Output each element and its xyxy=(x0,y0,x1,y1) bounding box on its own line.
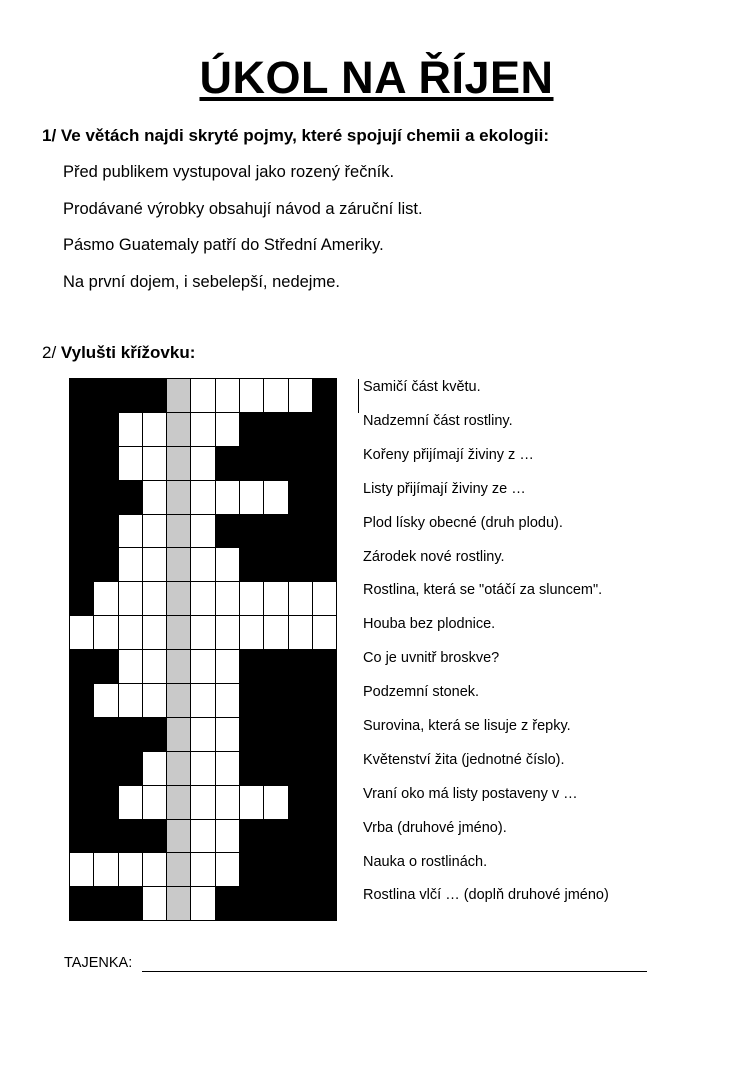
crossword-block xyxy=(240,548,264,582)
answer-label: TAJENKA: xyxy=(64,955,133,971)
crossword-block xyxy=(70,413,94,447)
crossword-block xyxy=(143,718,167,752)
crossword-cell[interactable] xyxy=(289,379,313,413)
crossword-block xyxy=(70,481,94,515)
crossword-block xyxy=(240,684,264,718)
crossword-cell[interactable] xyxy=(119,786,143,820)
crossword-cell[interactable] xyxy=(216,650,240,684)
crossword-cell[interactable] xyxy=(191,616,215,650)
crossword-solution-cell[interactable] xyxy=(167,684,191,718)
crossword-block xyxy=(264,853,288,887)
crossword-block xyxy=(289,447,313,481)
crossword-cell[interactable] xyxy=(264,582,288,616)
crossword-cell[interactable] xyxy=(216,786,240,820)
crossword-block xyxy=(313,548,337,582)
clue-7: Rostlina, která se "otáčí za sluncem". xyxy=(363,582,603,598)
crossword-cell[interactable] xyxy=(143,582,167,616)
crossword-cell[interactable] xyxy=(191,853,215,887)
crossword-cell[interactable] xyxy=(191,684,215,718)
crossword-cell[interactable] xyxy=(264,481,288,515)
crossword-cell[interactable] xyxy=(94,616,118,650)
crossword-block xyxy=(313,752,337,786)
crossword-block xyxy=(313,481,337,515)
crossword-block xyxy=(264,413,288,447)
crossword-block xyxy=(70,786,94,820)
crossword-cell[interactable] xyxy=(191,752,215,786)
crossword-cell[interactable] xyxy=(143,752,167,786)
crossword-block xyxy=(313,515,337,549)
crossword-block xyxy=(94,515,118,549)
crossword-block xyxy=(264,820,288,854)
clue-9: Co je uvnitř broskve? xyxy=(363,650,500,666)
crossword-cell[interactable] xyxy=(313,582,337,616)
crossword-cell[interactable] xyxy=(119,616,143,650)
answer-line[interactable] xyxy=(142,971,647,972)
clue-13: Vraní oko má listy postaveny v … xyxy=(363,786,578,802)
crossword-block xyxy=(240,887,264,921)
crossword-block xyxy=(264,718,288,752)
crossword-cell[interactable] xyxy=(143,684,167,718)
crossword-cell[interactable] xyxy=(143,515,167,549)
crossword-block xyxy=(94,786,118,820)
crossword-block xyxy=(264,447,288,481)
crossword-block xyxy=(70,582,94,616)
crossword-block xyxy=(70,650,94,684)
crossword-cell[interactable] xyxy=(191,548,215,582)
crossword-solution-cell[interactable] xyxy=(167,515,191,549)
clue-12: Květenství žita (jednotné číslo). xyxy=(363,752,565,768)
crossword-cell[interactable] xyxy=(216,413,240,447)
crossword-cell[interactable] xyxy=(70,616,94,650)
crossword-cell[interactable] xyxy=(191,786,215,820)
crossword-block xyxy=(94,481,118,515)
crossword-cell[interactable] xyxy=(191,650,215,684)
crossword-cell[interactable] xyxy=(216,616,240,650)
crossword-cell[interactable] xyxy=(264,379,288,413)
crossword-cell[interactable] xyxy=(216,481,240,515)
crossword-block xyxy=(70,820,94,854)
crossword-block xyxy=(119,718,143,752)
clue-15: Nauka o rostlinách. xyxy=(363,854,488,870)
clue-8: Houba bez plodnice. xyxy=(363,616,496,632)
crossword-cell[interactable] xyxy=(264,786,288,820)
crossword-cell[interactable] xyxy=(119,515,143,549)
crossword-cell[interactable] xyxy=(191,447,215,481)
page-title: ÚKOL NA ŘÍJEN xyxy=(199,52,554,103)
crossword-block xyxy=(313,718,337,752)
crossword-block xyxy=(143,379,167,413)
clue-4: Listy přijímají živiny ze … xyxy=(363,481,526,497)
clue-1: Samičí část květu. xyxy=(363,379,481,395)
crossword-block xyxy=(289,853,313,887)
crossword-block xyxy=(240,447,264,481)
crossword-block xyxy=(70,684,94,718)
crossword-cell[interactable] xyxy=(240,582,264,616)
crossword-block xyxy=(240,515,264,549)
crossword-cell[interactable] xyxy=(119,684,143,718)
crossword-cell[interactable] xyxy=(289,616,313,650)
crossword-block xyxy=(289,684,313,718)
crossword-block xyxy=(313,887,337,921)
crossword-cell[interactable] xyxy=(119,650,143,684)
crossword-block xyxy=(94,379,118,413)
crossword-cell[interactable] xyxy=(143,887,167,921)
crossword-cell[interactable] xyxy=(119,853,143,887)
crossword-cell[interactable] xyxy=(143,548,167,582)
crossword-cell[interactable] xyxy=(240,379,264,413)
crossword-cell[interactable] xyxy=(143,616,167,650)
crossword-cell[interactable] xyxy=(240,786,264,820)
crossword-block xyxy=(264,650,288,684)
crossword-cell[interactable] xyxy=(240,616,264,650)
crossword-solution-cell[interactable] xyxy=(167,379,191,413)
crossword-cell[interactable] xyxy=(94,684,118,718)
crossword-solution-cell[interactable] xyxy=(167,582,191,616)
crossword-block xyxy=(313,650,337,684)
crossword-block xyxy=(313,820,337,854)
crossword-block xyxy=(94,887,118,921)
crossword-cell[interactable] xyxy=(264,616,288,650)
crossword-cell[interactable] xyxy=(289,582,313,616)
sentence-1: Před publikem vystupoval jako rozený řečník. xyxy=(63,163,395,181)
crossword-block xyxy=(313,786,337,820)
crossword-block xyxy=(94,548,118,582)
crossword-block xyxy=(264,684,288,718)
crossword-cell[interactable] xyxy=(191,515,215,549)
crossword-solution-cell[interactable] xyxy=(167,481,191,515)
crossword-solution-cell[interactable] xyxy=(167,887,191,921)
crossword-block xyxy=(70,718,94,752)
crossword-block xyxy=(264,752,288,786)
crossword-solution-cell[interactable] xyxy=(167,447,191,481)
crossword-cell[interactable] xyxy=(143,447,167,481)
crossword-block xyxy=(313,379,337,413)
clue-11: Surovina, která se lisuje z řepky. xyxy=(363,718,571,734)
crossword-cell[interactable] xyxy=(143,481,167,515)
crossword-block xyxy=(216,515,240,549)
text-cursor xyxy=(358,379,359,413)
clue-3: Kořeny přijímají živiny z … xyxy=(363,447,534,463)
crossword-solution-cell[interactable] xyxy=(167,820,191,854)
crossword-cell[interactable] xyxy=(216,853,240,887)
crossword-solution-cell[interactable] xyxy=(167,718,191,752)
crossword-block xyxy=(264,515,288,549)
crossword-cell[interactable] xyxy=(240,481,264,515)
crossword-block xyxy=(289,650,313,684)
crossword-block xyxy=(70,548,94,582)
crossword-solution-cell[interactable] xyxy=(167,650,191,684)
crossword-block xyxy=(94,820,118,854)
crossword-cell[interactable] xyxy=(191,413,215,447)
crossword-block xyxy=(119,820,143,854)
task-2-number: 2/ xyxy=(42,343,61,362)
crossword-cell[interactable] xyxy=(143,650,167,684)
crossword-block xyxy=(313,447,337,481)
crossword-block xyxy=(264,887,288,921)
crossword-block xyxy=(119,379,143,413)
sentence-4: Na první dojem, i sebelepší, nedejme. xyxy=(63,273,340,291)
crossword-cell[interactable] xyxy=(191,887,215,921)
crossword-cell[interactable] xyxy=(191,718,215,752)
crossword-block xyxy=(119,887,143,921)
crossword-block xyxy=(313,684,337,718)
crossword-block xyxy=(216,887,240,921)
crossword-cell[interactable] xyxy=(216,582,240,616)
crossword-cell[interactable] xyxy=(143,853,167,887)
crossword-cell[interactable] xyxy=(216,548,240,582)
crossword-cell[interactable] xyxy=(216,820,240,854)
clue-5: Plod lísky obecné (druh plodu). xyxy=(363,515,563,531)
crossword-block xyxy=(289,820,313,854)
crossword-block xyxy=(240,752,264,786)
crossword-solution-cell[interactable] xyxy=(167,616,191,650)
crossword-block xyxy=(70,752,94,786)
crossword-cell[interactable] xyxy=(216,684,240,718)
crossword-block xyxy=(94,718,118,752)
crossword-block xyxy=(119,481,143,515)
crossword-block xyxy=(289,718,313,752)
crossword-block xyxy=(70,515,94,549)
crossword-block xyxy=(313,853,337,887)
clue-14: Vrba (druhové jméno). xyxy=(363,820,507,836)
crossword-block xyxy=(240,853,264,887)
crossword-cell[interactable] xyxy=(119,582,143,616)
crossword-cell[interactable] xyxy=(94,582,118,616)
crossword-block xyxy=(70,379,94,413)
crossword-cell[interactable] xyxy=(191,379,215,413)
crossword-block xyxy=(264,548,288,582)
crossword-block xyxy=(313,413,337,447)
task-2-title: Vylušti křížovku: xyxy=(60,343,196,362)
clue-2: Nadzemní část rostliny. xyxy=(363,413,513,429)
crossword-cell[interactable] xyxy=(94,853,118,887)
crossword-block xyxy=(119,752,143,786)
sentence-2: Prodávané výrobky obsahují návod a záruční list. xyxy=(63,200,423,218)
crossword-solution-cell[interactable] xyxy=(167,786,191,820)
crossword-solution-cell[interactable] xyxy=(167,853,191,887)
crossword-cell[interactable] xyxy=(313,616,337,650)
crossword-grid xyxy=(69,378,337,921)
crossword-block xyxy=(289,413,313,447)
crossword-block xyxy=(240,413,264,447)
clue-10: Podzemní stonek. xyxy=(363,684,480,700)
crossword-cell[interactable] xyxy=(70,853,94,887)
crossword-block xyxy=(289,786,313,820)
crossword-block xyxy=(94,650,118,684)
task-2-heading xyxy=(42,343,195,363)
clue-6: Zárodek nové rostliny. xyxy=(363,549,505,565)
crossword-block xyxy=(94,447,118,481)
crossword-cell[interactable] xyxy=(191,481,215,515)
crossword-block xyxy=(216,447,240,481)
crossword-cell[interactable] xyxy=(216,379,240,413)
crossword-block xyxy=(94,413,118,447)
crossword-solution-cell[interactable] xyxy=(167,548,191,582)
crossword-block xyxy=(240,650,264,684)
crossword-cell[interactable] xyxy=(191,582,215,616)
crossword-solution-cell[interactable] xyxy=(167,413,191,447)
crossword-block xyxy=(70,887,94,921)
crossword-cell[interactable] xyxy=(216,718,240,752)
crossword-cell[interactable] xyxy=(143,413,167,447)
crossword-block xyxy=(289,548,313,582)
task-1-heading: 1/ Ve větách najdi skryté pojmy, které spojují chemii a ekologii: xyxy=(42,126,550,145)
crossword-block xyxy=(143,820,167,854)
crossword-cell[interactable] xyxy=(119,548,143,582)
crossword-cell[interactable] xyxy=(143,786,167,820)
crossword-block xyxy=(289,887,313,921)
crossword-block xyxy=(289,515,313,549)
crossword-cell[interactable] xyxy=(119,447,143,481)
clue-16: Rostlina vlčí … (doplň druhové jméno) xyxy=(363,887,609,903)
crossword-cell[interactable] xyxy=(216,752,240,786)
crossword-block xyxy=(289,481,313,515)
crossword-cell[interactable] xyxy=(191,820,215,854)
crossword-block xyxy=(70,447,94,481)
crossword-block xyxy=(240,718,264,752)
crossword-block xyxy=(240,820,264,854)
sentence-3: Pásmo Guatemaly patří do Střední Ameriky. xyxy=(63,236,384,254)
crossword-solution-cell[interactable] xyxy=(167,752,191,786)
crossword-block xyxy=(94,752,118,786)
crossword-cell[interactable] xyxy=(119,413,143,447)
crossword-block xyxy=(289,752,313,786)
